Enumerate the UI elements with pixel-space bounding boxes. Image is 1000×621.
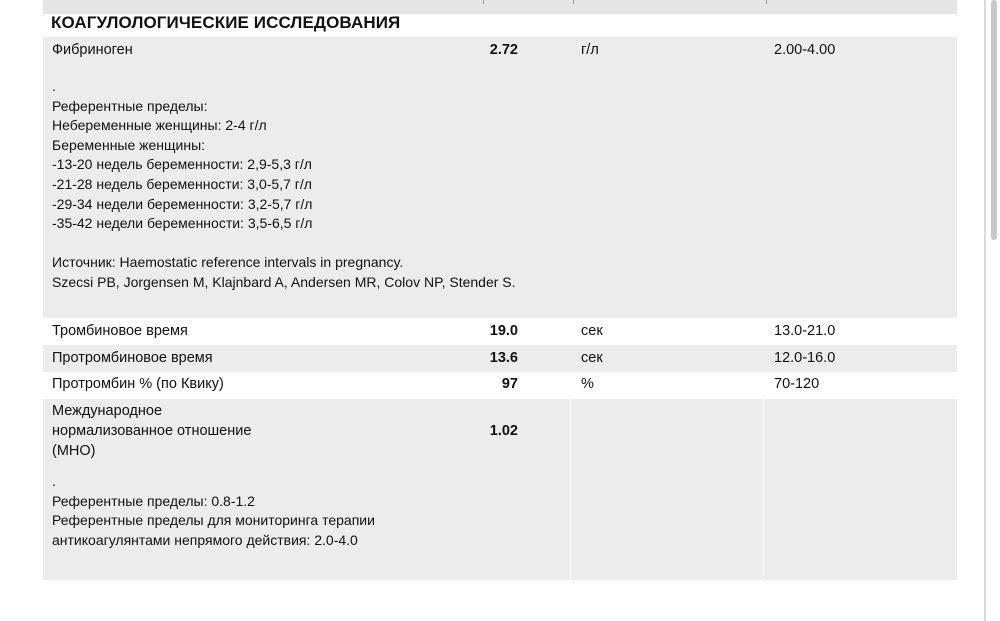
test-value: 19.0	[489, 323, 518, 339]
test-reference: 2.00-4.00	[774, 42, 836, 58]
test-name-line: (МНО)	[52, 443, 96, 459]
note-line: -29-34 недели беременности: 3,2-5,7 г/л	[52, 195, 313, 212]
inr-note	[52, 472, 375, 550]
note-line: Источник: Haemostatic reference intervals in pregnancy.	[52, 254, 404, 271]
note-line: Небеременные женщины: 2-4 г/л	[52, 117, 267, 134]
table-row-prothrombin-time	[43, 345, 957, 372]
test-unit: г/л	[581, 42, 599, 58]
test-name: Протромбиновое время	[52, 350, 213, 366]
note-line: .	[52, 473, 56, 489]
test-reference: 13.0-21.0	[774, 323, 836, 339]
scrollbar[interactable]	[986, 0, 1000, 621]
note-line: Референтные пределы: 0.8-1.2	[52, 492, 255, 509]
column-divider	[573, 0, 574, 4]
test-value: 97	[501, 376, 518, 392]
note-line: -35-42 недели беременности: 3,5-6,5 г/л	[52, 215, 313, 232]
test-value: 1.02	[489, 423, 518, 439]
note-line: Референтные пределы для мониторинга терапии	[52, 512, 375, 529]
note-line: Референтные пределы:	[52, 97, 208, 114]
test-value: 2.72	[489, 42, 518, 58]
test-unit: сек	[581, 350, 603, 366]
note-line	[52, 234, 516, 254]
test-name: Фибриноген	[52, 42, 133, 58]
column-divider	[483, 0, 484, 4]
test-unit: %	[581, 376, 594, 392]
test-unit: сек	[581, 323, 603, 339]
test-reference: 12.0-16.0	[774, 350, 836, 366]
test-name-line: нормализованное отношение	[52, 423, 252, 439]
note-line: Беременные женщины:	[52, 136, 206, 153]
note-line: .	[52, 78, 56, 94]
note-line: антикоагулянтами непрямого действия: 2.0-4.0	[52, 531, 358, 548]
note-line: -13-20 недель беременности: 2,9-5,3 г/л	[52, 156, 312, 173]
column-divider	[763, 399, 764, 580]
test-name-multiline	[52, 401, 251, 461]
table-row-fibrinogen	[43, 37, 957, 318]
test-value: 13.6	[489, 350, 518, 366]
note-line: -21-28 недель беременности: 3,0-5,7 г/л	[52, 175, 312, 192]
fibrinogen-note	[52, 77, 516, 293]
test-reference: 70-120	[774, 376, 820, 392]
test-name: Протромбин % (по Квику)	[52, 376, 224, 392]
table-row-inr	[43, 399, 957, 580]
test-name: Тромбиновое время	[52, 323, 188, 339]
section-title: КОАГУЛОЛОГИЧЕСКИЕ ИССЛЕДОВАНИЯ	[51, 13, 401, 32]
table-row-thrombin-time	[43, 318, 957, 345]
table-row-prothrombin-quick	[43, 372, 957, 399]
column-divider	[766, 0, 767, 4]
table-header-strip	[43, 0, 957, 14]
scrollbar-thumb[interactable]	[991, 0, 997, 240]
note-line: Szecsi PB, Jorgensen M, Klajnbard A, Andersen MR, Colov NP, Stender S.	[52, 273, 516, 290]
column-divider	[570, 399, 571, 580]
test-name-line: Международное	[52, 403, 163, 419]
